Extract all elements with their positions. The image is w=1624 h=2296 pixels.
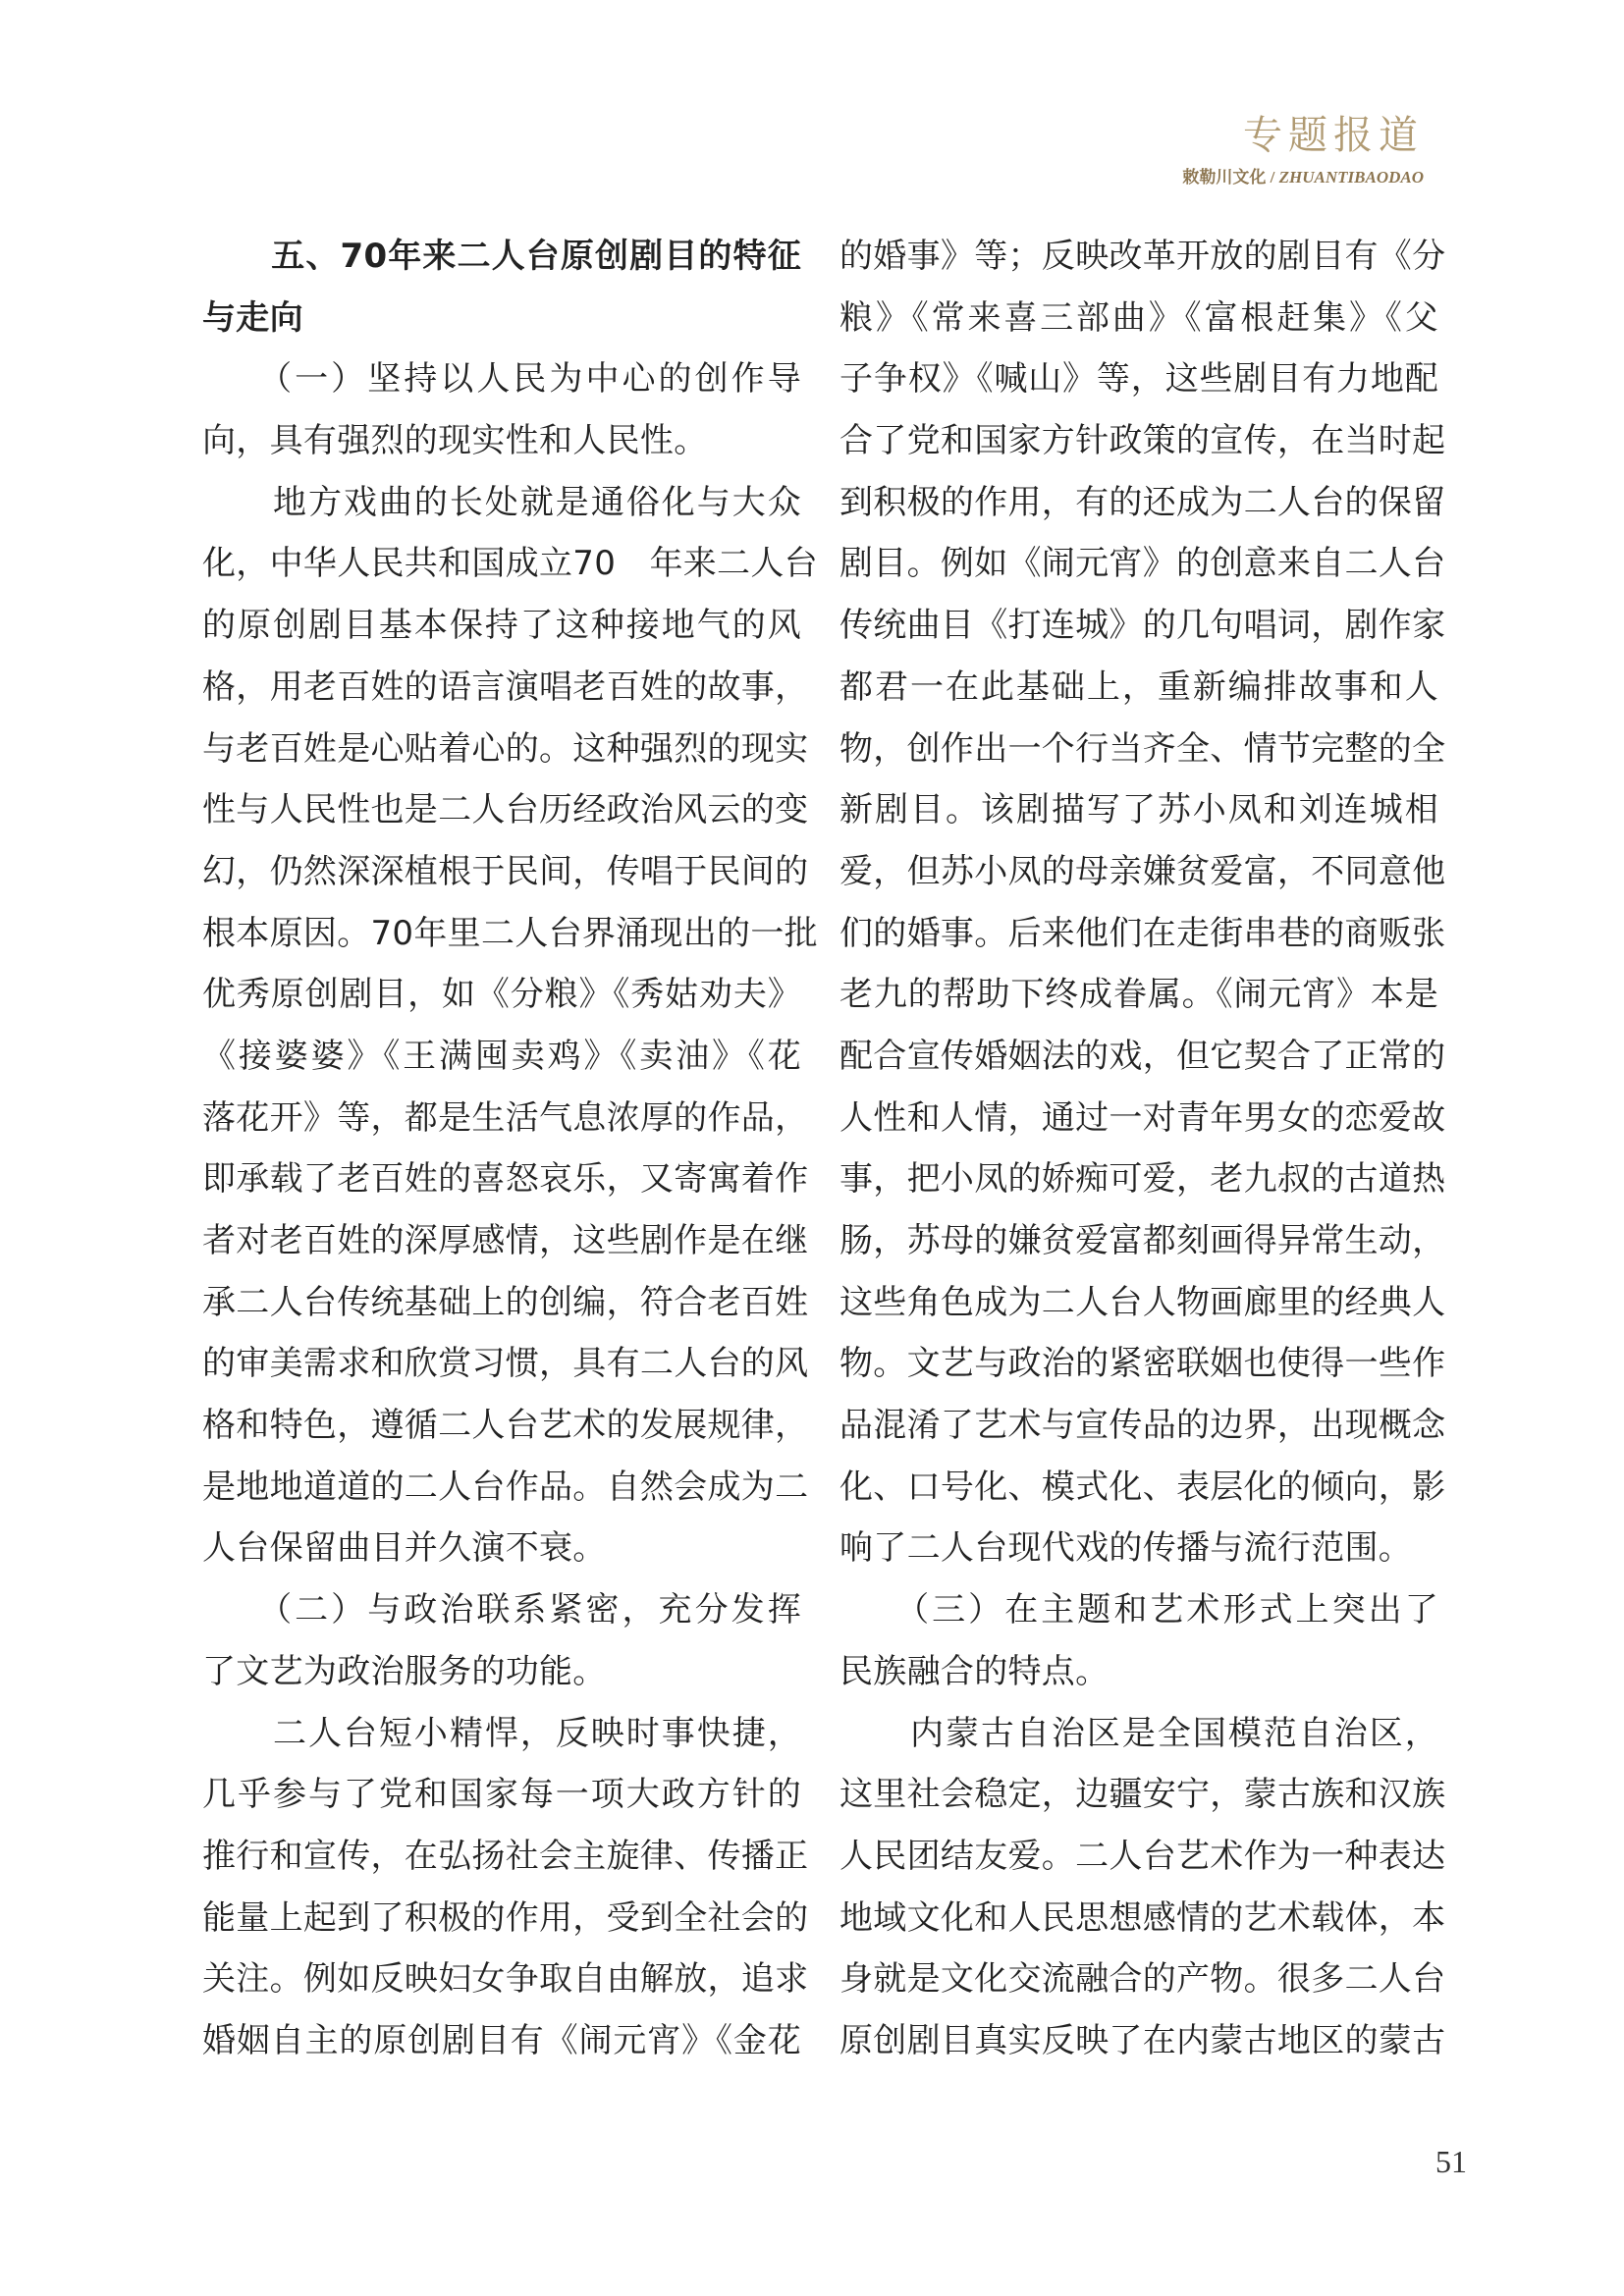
text-line: 民族融合的特点。 bbox=[839, 1651, 1110, 1691]
text-line: 落花开》等，都是生活气息浓厚的作品， bbox=[202, 1097, 809, 1138]
text-line: 品混淆了艺术与宣传品的边界，出现概念 bbox=[839, 1406, 1446, 1446]
text-line: 这些角色成为二人台人物画廊里的经典人 bbox=[839, 1282, 1446, 1322]
text-line: 地域文化和人民思想感情的艺术载体，本 bbox=[839, 1897, 1446, 1938]
text-line: 剧目。例如《闹元宵》的创意来自二人台 bbox=[839, 544, 1446, 584]
text-line: 向，具有强烈的现实性和人民性。 bbox=[202, 421, 708, 461]
section-subtitle bbox=[1182, 167, 1424, 188]
text-line: 是地地道道的二人台作品。自然会成为二 bbox=[202, 1467, 809, 1507]
text-line: 关注。例如反映妇女争取自由解放，追求 bbox=[202, 1959, 809, 2000]
text-line: 了文艺为政治服务的功能。 bbox=[202, 1651, 607, 1691]
text-line: 身就是文化交流融合的产物。很多二人台 bbox=[839, 1959, 1446, 2000]
text-line: 人台保留曲目并久演不衰。 bbox=[202, 1528, 607, 1569]
page-header bbox=[1182, 110, 1424, 188]
text-line: 爱，但苏小凤的母亲嫌贫爱富，不同意他 bbox=[839, 851, 1446, 891]
section-heading-line: 与走向 bbox=[202, 297, 303, 338]
section-subtitle-en: ZHUANTIBAODAO bbox=[1278, 168, 1424, 187]
text-line: 原创剧目真实反映了在内蒙古地区的蒙古 bbox=[839, 2020, 1446, 2060]
text-line: 能量上起到了积极的作用，受到全社会的 bbox=[202, 1897, 809, 1938]
text-line: 几乎参与了党和国家每一项大政方针的 bbox=[202, 1775, 801, 1815]
text-line: 人民团结友爱。二人台艺术作为一种表达 bbox=[839, 1836, 1446, 1876]
section-subtitle-cn: 敕勒川文化 / bbox=[1182, 168, 1279, 187]
text-line: 内蒙古自治区是全国模范自治区， bbox=[839, 1713, 1438, 1753]
text-line: 到积极的作用，有的还成为二人台的保留 bbox=[839, 482, 1446, 522]
page-number: 51 bbox=[1435, 2144, 1467, 2179]
text-line: 子争权》《喊山》等，这些剧目有力地配 bbox=[839, 359, 1438, 400]
text-line: 们的婚事。后来他们在走街串巷的商贩张 bbox=[839, 913, 1446, 953]
text-line: 优秀原创剧目，如《分粮》《秀姑劝夫》 bbox=[202, 975, 801, 1015]
text-line: 即承载了老百姓的喜怒哀乐，又寄寓着作 bbox=[202, 1159, 809, 1200]
section-heading-line: 五、70年来二人台原创剧目的特征 bbox=[202, 237, 801, 276]
section-title: 专题报道 bbox=[1243, 113, 1424, 158]
text-line: 粮》《常来喜三部曲》《富根赶集》《父 bbox=[839, 297, 1438, 338]
text-line: 格，用老百姓的语言演唱老百姓的故事， bbox=[202, 667, 809, 707]
right-text-column bbox=[839, 226, 1446, 2072]
text-line: 肠，苏母的嫌贫爱富都刻画得异常生动， bbox=[839, 1221, 1446, 1260]
text-line: 人性和人情，通过一对青年男女的恋爱故 bbox=[839, 1097, 1446, 1138]
text-line: 根本原因。70年里二人台界涌现出的一批 bbox=[202, 913, 818, 953]
text-line: 配合宣传婚姻法的戏，但它契合了正常的 bbox=[839, 1036, 1446, 1076]
text-line: 化，中华人民共和国成立70 年来二人台 bbox=[202, 544, 818, 584]
left-text-column bbox=[202, 226, 818, 2072]
text-line: 推行和宣传，在弘扬社会主旋律、传播正 bbox=[202, 1836, 809, 1876]
text-line: 这里社会稳定，边疆安宁，蒙古族和汉族 bbox=[839, 1775, 1446, 1815]
text-line: 者对老百姓的深厚感情，这些剧作是在继 bbox=[202, 1221, 809, 1260]
text-line: 承二人台传统基础上的创编，符合老百姓 bbox=[202, 1282, 809, 1322]
text-line: 与老百姓是心贴着心的。这种强烈的现实 bbox=[202, 728, 809, 769]
text-line: 《接婆婆》《王满囤卖鸡》《卖油》《花 bbox=[202, 1036, 801, 1076]
text-line: 都君一在此基础上，重新编排故事和人 bbox=[839, 667, 1438, 707]
text-line: 事，把小凤的娇痴可爱，老九叔的古道热 bbox=[839, 1159, 1446, 1200]
text-line: （二）与政治联系紧密，充分发挥 bbox=[202, 1590, 801, 1630]
text-line: 的原创剧目基本保持了这种接地气的风 bbox=[202, 606, 801, 646]
text-line: （三）在主题和艺术形式上突出了 bbox=[839, 1590, 1438, 1630]
text-line: 物，创作出一个行当齐全、情节完整的全 bbox=[839, 728, 1446, 769]
text-line: 二人台短小精悍，反映时事快捷， bbox=[202, 1713, 801, 1753]
text-line: 新剧目。该剧描写了苏小凤和刘连城相 bbox=[839, 790, 1438, 830]
text-line: 物。文艺与政治的紧密联姻也使得一些作 bbox=[839, 1344, 1446, 1384]
text-line: 老九的帮助下终成眷属。《闹元宵》本是 bbox=[839, 975, 1438, 1015]
text-line: 格和特色，遵循二人台艺术的发展规律， bbox=[202, 1406, 809, 1446]
text-line: 幻，仍然深深植根于民间，传唱于民间的 bbox=[202, 851, 809, 891]
text-line: 的审美需求和欣赏习惯，具有二人台的风 bbox=[202, 1344, 809, 1384]
text-line: （一）坚持以人民为中心的创作导 bbox=[202, 359, 801, 400]
text-line: 的婚事》等；反映改革开放的剧目有《分 bbox=[839, 237, 1446, 276]
text-line: 性与人民性也是二人台历经政治风云的变 bbox=[202, 790, 809, 830]
text-line: 婚姻自主的原创剧目有《闹元宵》《金花 bbox=[202, 2020, 801, 2060]
text-line: 地方戏曲的长处就是通俗化与大众 bbox=[202, 482, 801, 522]
text-line: 化、口号化、模式化、表层化的倾向，影 bbox=[839, 1467, 1446, 1507]
text-line: 传统曲目《打连城》的几句唱词，剧作家 bbox=[839, 606, 1446, 646]
text-line: 响了二人台现代戏的传播与流行范围。 bbox=[839, 1528, 1413, 1569]
text-line: 合了党和国家方针政策的宣传，在当时起 bbox=[839, 421, 1446, 461]
